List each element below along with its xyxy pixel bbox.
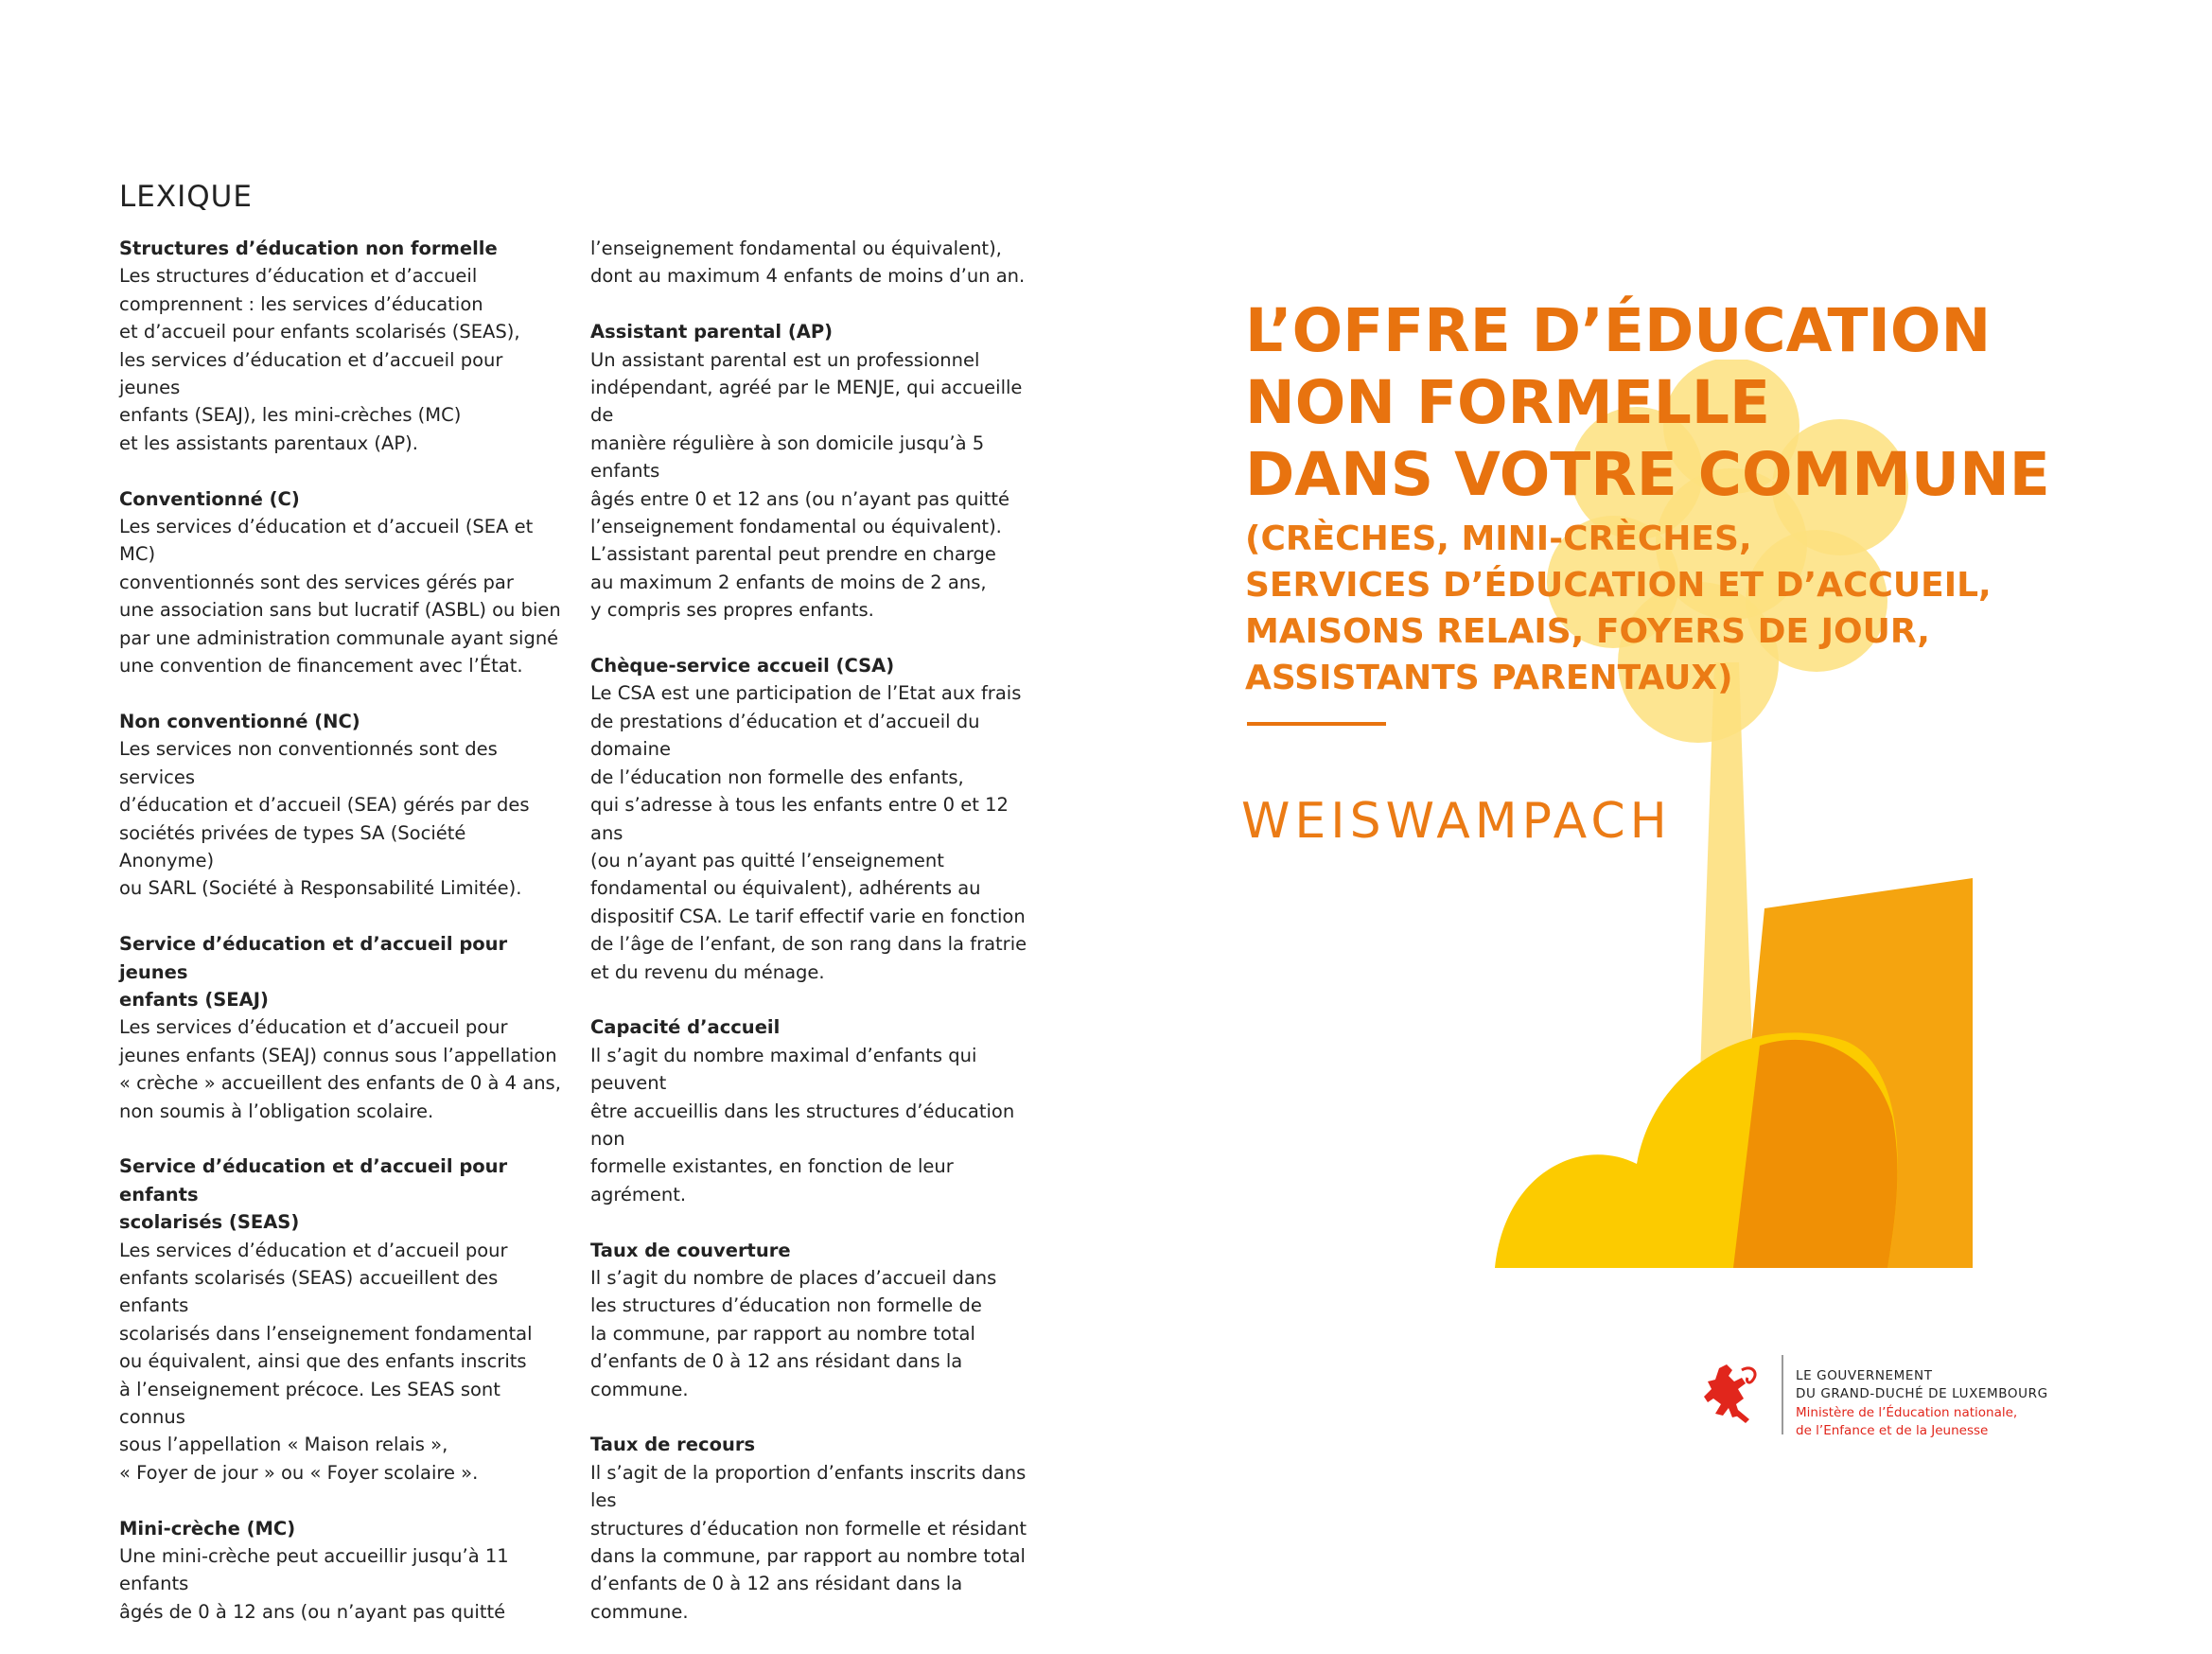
lexique-left-column — [119, 235, 564, 1654]
lexique-entry-seas — [119, 1153, 564, 1487]
definition-capacite: Il s’agit du nombre maximal d’enfants qui peuvent être accueillis dans les structures d’éducation non formelle existantes, en fonction de leur agrément. — [590, 1044, 1015, 1205]
lexique-entry-taux-couverture — [590, 1237, 1035, 1403]
lexique-entry-seaj — [119, 930, 564, 1125]
term-structures: Structures d’éducation non formelle — [119, 238, 498, 259]
government-line-1: LE GOUVERNEMENT — [1796, 1368, 1933, 1383]
lexique-entry-conventionne — [119, 485, 564, 680]
definition-assistant-parental: Un assistant parental est un professionnel indépendant, agréé par le MENJE, qui accueille de manière régulière à son domicile jusqu’à 5 enfants âgés entre 0 et 12 ans (ou n’ayant pas quitté l’enseignement fondamental ou équivalent). L’assistant parental peut prendre en charge au maximum 2 enfants de moins de 2 ans, y compris ses propres enfants. — [590, 348, 1023, 622]
cover-title: L’OFFRE D’ÉDUCATION NON FORMELLE DANS VOTRE COMMUNE — [1245, 296, 2050, 509]
definition-mini-creche: Une mini-crèche peut accueillir jusqu’à 11 enfants âgés de 0 à 12 ans (ou n’ayant pas quitté — [119, 1545, 509, 1623]
lexique-entry-assistant-parental — [590, 318, 1035, 624]
lexique-title: LEXIQUE — [119, 180, 253, 214]
definition-mini-creche-continued: l’enseignement fondamental ou équivalent), dont au maximum 4 enfants de moins d’un an. — [590, 238, 1026, 288]
commune-name: WEISWAMPACH — [1241, 793, 1672, 850]
logo-divider — [1782, 1355, 1783, 1434]
lexique-entry-non-conventionne — [119, 708, 564, 903]
red-lion-icon — [1700, 1361, 1761, 1427]
definition-taux-couverture: Il s’agit du nombre de places d’accueil dans les structures d’éducation non formelle de la commune, par rapport au nombre total d’enfants de 0 à 12 ans résidant dans la commune. — [590, 1266, 997, 1400]
cover-subtitle: (CRÈCHES, MINI-CRÈCHES, SERVICES D’ÉDUCATION ET D’ACCUEIL, MAISONS RELAIS, FOYERS DE JOUR, ASSISTANTS PARENTAUX) — [1245, 519, 1992, 697]
term-seas: Service d’éducation et d’accueil pour enfants scolarisés (SEAS) — [119, 1155, 508, 1234]
term-non-conventionne: Non conventionné (NC) — [119, 710, 360, 732]
definition-conventionne: Les services d’éducation et d’accueil (SEA et MC) conventionnés sont des services gérés par une association sans but lucratif (ASBL) ou bien par une administration communale ayant signé une convention de financement avec l’État. — [119, 516, 561, 677]
definition-structures: Les structures d’éducation et d’accueil comprennent : les services d’éducation et d’accueil pour enfants scolarisés (SEAS), les services d’éducation et d’accueil pour jeunes enfants (SEAJ), les mini-crèches (MC) et les assistants parentaux (AP). — [119, 265, 520, 454]
term-taux-couverture: Taux de couverture — [590, 1239, 791, 1261]
definition-seas: Les services d’éducation et d’accueil pour enfants scolarisés (SEAS) accueillent des enfants scolarisés dans l’enseignement fondamental ou équivalent, ainsi que des enfants inscrits à l’enseignement précoce. Les SEAS sont connus sous l’appellation « Maison relais », « Foyer de jour » ou « Foyer scolaire ». — [119, 1239, 533, 1484]
title-divider — [1247, 722, 1386, 726]
term-assistant-parental: Assistant parental (AP) — [590, 321, 834, 343]
lexique-entry-capacite — [590, 1013, 1035, 1208]
government-line-2: DU GRAND-DUCHÉ DE LUXEMBOURG — [1796, 1386, 2048, 1401]
term-conventionne: Conventionné (C) — [119, 487, 300, 510]
lexique-entry-csa — [590, 652, 1035, 986]
lexique-right-column — [590, 235, 1035, 1654]
ministry-line-2: de l’Enfance et de la Jeunesse — [1796, 1423, 1989, 1438]
term-capacite: Capacité d’accueil — [590, 1016, 781, 1039]
term-taux-recours: Taux de recours — [590, 1434, 756, 1456]
lexique-entry-structures — [119, 235, 564, 457]
definition-taux-recours: Il s’agit de la proportion d’enfants inscrits dans les structures d’éducation non formelle et résidant dans la commune, par rapport au nombre total d’enfants de 0 à 12 ans résidant dans la commune. — [590, 1461, 1027, 1623]
term-mini-creche: Mini-crèche (MC) — [119, 1517, 296, 1540]
term-csa: Chèque-service accueil (CSA) — [590, 655, 895, 677]
definition-seaj: Les services d’éducation et d’accueil pour jeunes enfants (SEAJ) connus sous l’appellation « crèche » accueillent des enfants de 0 à 4 ans, non soumis à l’obligation scolaire. — [119, 1016, 561, 1122]
lexique-entry-taux-recours — [590, 1431, 1035, 1626]
definition-csa: Le CSA est une participation de l’Etat aux frais de prestations d’éducation et d’accueil du domaine de l’éducation non formelle des enfants, qui s’adresse à tous les enfants entre 0 et 12 ans (ou n’ayant pas quitté l’enseignement fondamental ou équivalent), adhérents au dispositif CSA. Le tarif effectif varie en fonction de l’âge de l’enfant, de son rang dans la fratrie et du revenu du ménage. — [590, 682, 1027, 983]
definition-non-conventionne: Les services non conventionnés sont des services d’éducation et d’accueil (SEA) gérés par des sociétés privées de types SA (Société Anonyme) ou SARL (Société à Responsabilité Limitée). — [119, 738, 530, 900]
term-seaj: Service d’éducation et d’accueil pour jeunes enfants (SEAJ) — [119, 933, 508, 1011]
lexique-entry-mini-creche — [119, 1515, 564, 1627]
ministry-line-1: Ministère de l’Éducation nationale, — [1796, 1405, 2018, 1420]
